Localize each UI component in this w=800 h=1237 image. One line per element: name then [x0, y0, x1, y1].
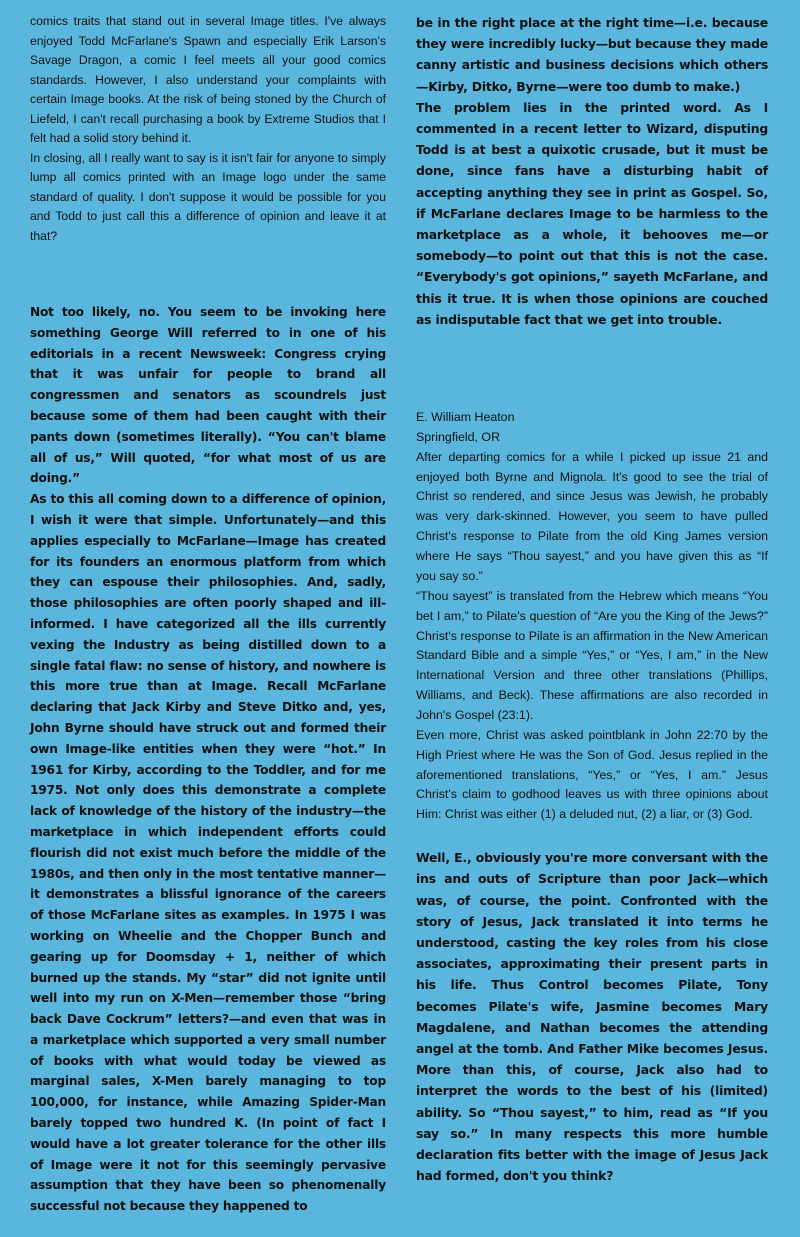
editor-reply-paragraph: Not too likely, no. You seem to be invoking here something George Will referred to in one of his editorials in a recent Newsweek: Congress crying that it was unfair for people to brand all congressmen and senators as scoundrels just because some of them had been caught with their pants down (sometimes literally). “You can't blame all of us,” Will quoted, “for what most of us are doing.” [30, 305, 386, 486]
editor-reply-paragraph: be in the right place at the right time—i.e. because they were incredibly lucky—but because they made canny artistic and business decisions which others—Kirby, Ditko, Byrne—were too dumb to make.) [416, 15, 768, 94]
editor-reply-paragraph: As to this all coming down to a difference of opinion, I wish it were that simple. Unfortunately—and this applies especially to McFarlane—Image has created for its founders an enormous platform from which they can espouse their philosophies. And, sadly, those philosophies are often poorly shaped and ill-informed. I have categorized all the ills currently vexing the Industry as being distilled down to a single fatal flaw: no sense of history, and nowhere is this more true than at Image. Recall McFarlane declaring that Jack Kirby and Steve Ditko and, yes, John Byrne should have struck out and formed their own Image-like entities when they were “hot.” In 1961 for Kirby, according to the Toddler, and for me 1975. Not only does this demonstrate a complete lack of knowledge of the history of the industry—the marketplace in which independent efforts could flourish did not exist much before the middle of the 1980s, and then only in the most tentative manner—it demonstrates a blissful ignorance of the careers of those McFarlane sites as examples. In 1975 I was working on Wheelie and the Chopper Bunch and gearing up for Doomsday + 1, neither of which burned up the stands. My “star” did not ignite until well into my run on X-Men—remember those “bring back Dave Cockrum” letters?—and even that was in a marketplace which supported a very small number of books with what would today be viewed as marginal sales, X-Men barely managing to top 100,000, for instance, while Amazing Spider-Man barely topped two hundred K. (In point of fact I would have a lot greater tolerance for the other ills of Image were it not for this seemingly pervasive assumption that they have been so phenomenally successful not because they happened to [30, 492, 386, 1214]
letter-paragraph: comics traits that stand out in several Image titles. I've always enjoyed Todd McFarlane's Spawn and especially Erik Larson's Savage Dragon, a comic I feel meets all your good comics standards. However, I also understand your complaints with certain Image books. At the risk of being stoned by the Church of Liefeld, I can't recall purchasing a book by Extreme Studios that I felt had a solid story behind it. [30, 14, 386, 145]
letter-paragraph: In closing, all I really want to say is it isn't fair for anyone to simply lump all comics printed with an Image logo under the same standard of quality. I don't suppose it would be possible for you and Todd to just call this a difference of opinion and leave it at that? [30, 150, 386, 243]
letter-paragraph: “Thou sayest” is translated from the Hebrew which means “You bet I am,” to Pilate's question of “Are you the King of the Jews?” Christ's response to Pilate is an affirmation in the New American Standard Bible and a simple “Yes,” or “Yes, I am,” in the New International Version and three other translations (Phillips, Williams, and Beck). These affirmations are also recorded in John's Gospel (23:1). [416, 588, 768, 722]
paragraph-gap [30, 246, 386, 302]
left-column [30, 12, 386, 1217]
letter-paragraph: Even more, Christ was asked pointblank in John 22:70 by the High Priest where He was the Son of God. Jesus replied in the aforementioned translations, “Yes,” or “Yes, I am.” Jesus Christ's claim to godhood leaves us with three opinions about Him: Christ was either (1) a deluded nut, (2) a liar, or (3) God. [416, 727, 768, 822]
editor-reply-paragraph: The problem lies in the printed word. As I commented in a recent letter to Wizard, disputing Todd is at best a quixotic crusade, but it must be done, since fans have a disturbing habit of accepting anything they see in print as Gospel. So, if McFarlane declares Image to be harmless to the marketplace as a whole, it behooves me—or somebody—to point out that this is not the case. “Everybody's got opinions,” sayeth McFarlane, and this it true. It is when those opinions are couched as indisputable fact that we get into trouble. [416, 99, 768, 327]
paragraph-gap [416, 330, 768, 386]
editor-reply-paragraph: Well, E., obviously you're more conversant with the ins and outs of Scripture than poor Jack—which was, of course, the point. Confronted with the story of Jesus, Jack translated it into terms he understood, casting the key roles from his close associates, approximating their present parts in his life. Thus Control becomes Pilate, Tony becomes Pilate's wife, Jasmine becomes Mary Magdalene, and Nathan becomes the attending angel at the tomb. And Father Mike becomes Jesus. More than this, of course, Jack also had to interpret the words to the best of his (limited) ability. So “Thou sayest,” to him, read as “If you say so.” In many respects this more humble declaration fits better with the image of Jesus Jack had formed, don't you think? [416, 850, 768, 1184]
letter-paragraph: After departing comics for a while I picked up issue 21 and enjoyed both Byrne and Mignola. It's good to see the trial of Christ so rendered, and since Jesus was Jewish, he probably was very dark-skinned. However, you seem to have pulled Christ's response to Pilate from the old King James version where He says “Thou sayest,” and you have given this as “If you say so.” [416, 449, 768, 583]
paragraph-gap [416, 386, 768, 408]
paragraph-gap [416, 825, 768, 847]
letter-author-location: Springfield, OR [416, 429, 501, 444]
letter-author-name: E. William Heaton [416, 410, 515, 425]
right-column [416, 12, 768, 1186]
